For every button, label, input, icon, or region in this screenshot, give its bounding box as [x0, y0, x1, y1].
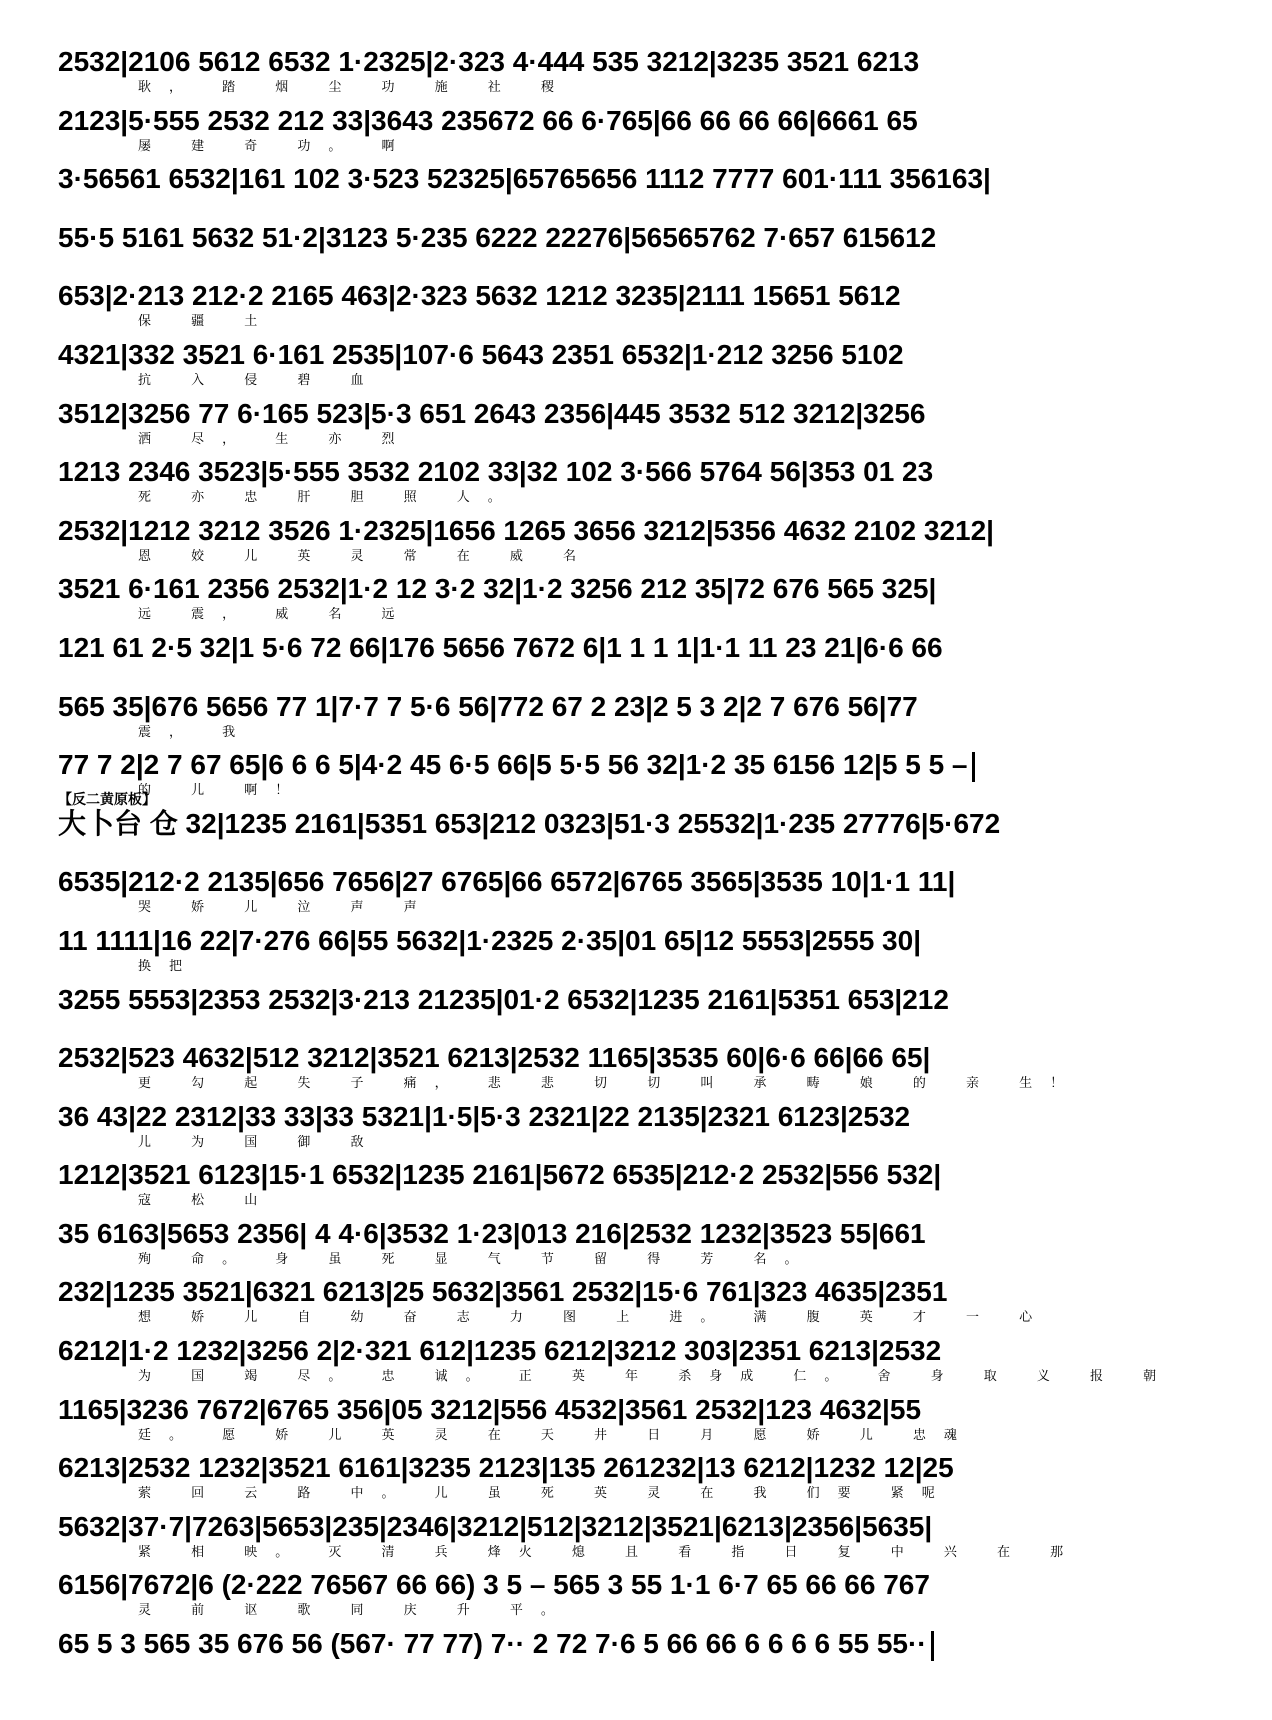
- lyrics-line: 屡 建 奇 功。 啊: [138, 138, 413, 154]
- lyrics-line: 远 震， 威 名 远: [138, 607, 413, 623]
- notation-line: 6535|212·2 2135|656 7656|27 6765|66 6572|6765 3565|3535 10|1·1 11|: [58, 866, 956, 898]
- score-row: [58, 632, 1216, 691]
- lyrics-line: 震， 我: [138, 724, 254, 740]
- score-row: [58, 749, 1216, 808]
- score-row: [58, 573, 1216, 632]
- lyrics-line: [58, 1018, 1216, 1036]
- lyrics-line: 紧 相 映。 灭 清 兵 烽火 熄 且 看 指 日 复 中 兴 在 那: [138, 1544, 1082, 1560]
- final-barline: [972, 752, 975, 782]
- lyrics-line: [58, 1662, 1216, 1680]
- notation-line: 55·5 5161 5632 51·2|3123 5·235 6222 22276|56565762 7·657 615612: [58, 221, 937, 253]
- lyrics-line: 恩 姣 儿 英 灵 常 在 威 名: [138, 548, 595, 564]
- score-row: [58, 456, 1216, 515]
- score-row: [58, 1042, 1216, 1101]
- score-row: [58, 1569, 1216, 1628]
- score-row: [58, 1335, 1216, 1394]
- lyrics-line: 廷。 愿 娇 儿 英 灵 在 天 井 日 月 愿 娇 儿 忠魂: [138, 1427, 975, 1443]
- notation-line: 121 61 2·5 32|1 5·6 72 66|176 5656 7672 6|1 1 1 1|1·1 11 23 21|6·6 66: [58, 631, 943, 663]
- score-row: [58, 1159, 1216, 1218]
- score-row: [58, 1394, 1216, 1453]
- score-row: [58, 398, 1216, 457]
- lyrics-line: 哭 娇 儿 泣 声 声: [138, 900, 435, 916]
- score-row: [58, 1276, 1216, 1335]
- notation-line: 3·56561 6532|161 102 3·523 52325|65765656 1112 7777 601·111 356163|: [58, 163, 991, 195]
- jianpu-score: [58, 46, 1216, 1687]
- score-row: [58, 105, 1216, 164]
- lyrics-line: [58, 197, 1216, 215]
- notation-line: 35 6163|5653 2356| 4 4·6|3532 1·23|013 216|2532 1232|3523 55|661: [58, 1217, 926, 1249]
- score-row: [58, 222, 1216, 281]
- notation-line: 65 5 3 565 35 676 56 (567· 77 77) 7·· 2 72 7·6 5 66 66 6 6 6 6 55 55··: [58, 1628, 1216, 1662]
- notation-line: 3512|3256 77 6·165 523|5·3 651 2643 2356|445 3532 512 3212|3256: [58, 397, 926, 429]
- notation-line: 36 43|22 2312|33 33|33 5321|1·5|5·3 2321|22 2135|2321 6123|2532: [58, 1100, 911, 1132]
- section-label: 【反二黄原板】: [58, 791, 156, 808]
- lyrics-line: 为 国 竭 尽。 忠 诚。 正 英 年 杀身成 仁。 舍 身 取 义 报 朝: [138, 1369, 1175, 1385]
- notation-line: 232|1235 3521|6321 6213|25 5632|3561 2532|15·6 761|323 4635|2351: [58, 1276, 948, 1308]
- notation-line: 6156|7672|6 (2·222 76567 66 66) 3 5 – 565 3 55 1·1 6·7 65 66 66 767: [58, 1569, 930, 1601]
- lyrics-line: 萦 回 云 路 中。 儿 虽 死 英 灵 在 我 们要 紧呢: [138, 1486, 953, 1502]
- score-row: [58, 163, 1216, 222]
- lyrics-line: 殉 命。 身 虽 死 显 气 节 留 得 芳 名。: [138, 1251, 816, 1267]
- notation-line: 2123|5·555 2532 212 33|3643 235672 66 6·765|66 66 66 66|6661 65: [58, 104, 918, 136]
- notation-line: 2532|2106 5612 6532 1·2325|2·323 4·444 535 3212|3235 3521 6213: [58, 46, 920, 77]
- notation-line: 6212|1·2 1232|3256 2|2·321 612|1235 6212|3212 303|2351 6213|2532: [58, 1335, 942, 1367]
- notation-line: 大卜台 仓 32|1235 2161|5351 653|212 0323|51·3 25532|1·235 27776|5·672: [58, 807, 1001, 839]
- score-row: [58, 46, 1216, 105]
- notation-line: 5632|37·7|7263|5653|235|2346|3212|512|3212|3521|6213|2356|5635|: [58, 1510, 933, 1542]
- notation-line: 565 35|676 5656 77 1|7·7 7 5·6 56|772 67 2 23|2 5 3 2|2 7 676 56|77: [58, 690, 918, 722]
- score-row: [58, 280, 1216, 339]
- score-row: [58, 339, 1216, 398]
- lyrics-line: [58, 666, 1216, 684]
- lyrics-line: 更 勾 起 失 子 痛， 悲 悲 切 切 叫 承 畴 娘 的 亲 生！: [138, 1076, 1082, 1092]
- lyrics-line: 洒 尽， 生 亦 烈: [138, 431, 413, 447]
- score-row: [58, 866, 1216, 925]
- lyrics-line: 的 儿 啊！: [138, 783, 307, 799]
- score-row: [58, 515, 1216, 574]
- score-row: [58, 984, 1216, 1043]
- notation-line: 1213 2346 3523|5·555 3532 2102 33|32 102 3·566 5764 56|353 01 23: [58, 456, 934, 488]
- notation-line: 2532|523 4632|512 3212|3521 6213|2532 1165|3535 60|6·6 66|66 65|: [58, 1042, 931, 1074]
- notation-line: 3255 5553|2353 2532|3·213 21235|01·2 6532|1235 2161|5351 653|212: [58, 983, 949, 1015]
- lyrics-line: 死 亦 忠 肝 胆 照 人。: [138, 490, 519, 506]
- lyrics-line: 灵 前 讴 歌 同 庆 升 平。: [138, 1603, 572, 1619]
- score-row: [58, 1511, 1216, 1570]
- lyrics-line: [58, 842, 1216, 860]
- lyrics-line: 保 疆 土: [138, 314, 276, 330]
- lyrics-line: 儿 为 国 御 敌: [138, 1134, 382, 1150]
- notation-line: 11 1111|16 22|7·276 66|55 5632|1·2325 2·35|01 65|12 5553|2555 30|: [58, 924, 922, 956]
- notation-line: 6213|2532 1232|3521 6161|3235 2123|135 261232|13 6212|1232 12|25: [58, 1452, 954, 1484]
- notation-line: 77 7 2|2 7 67 65|6 6 6 5|4·2 45 6·5 66|5 5·5 56 32|1·2 35 6156 12|5 5 5 –: [58, 749, 1216, 783]
- lyrics-line: [58, 256, 1216, 274]
- lyrics-line: 想 娇 儿 自 幼 奋 志 力 图 上 进。 满 腹 英 才 一 心: [138, 1310, 1051, 1326]
- score-row: [58, 1628, 1216, 1687]
- notation-line: 2532|1212 3212 3526 1·2325|1656 1265 3656 3212|5356 4632 2102 3212|: [58, 514, 995, 546]
- notation-line: 1165|3236 7672|6765 356|05 3212|556 4532|3561 2532|123 4632|55: [58, 1393, 922, 1425]
- score-row: [58, 1218, 1216, 1277]
- score-row: [58, 925, 1216, 984]
- notation-line: 653|2·213 212·2 2165 463|2·323 5632 1212 3235|2111 15651 5612: [58, 280, 901, 312]
- score-row: [58, 691, 1216, 750]
- lyrics-line: 换把: [138, 958, 201, 974]
- lyrics-line: 抗 入 侵 碧 血: [138, 372, 382, 388]
- final-barline: [931, 1631, 934, 1661]
- notation-line: 4321|332 3521 6·161 2535|107·6 5643 2351 6532|1·212 3256 5102: [58, 338, 904, 370]
- lyrics-line: 寇 松 山: [138, 1193, 276, 1209]
- notation-line: 1212|3521 6123|15·1 6532|1235 2161|5672 6535|212·2 2532|556 532|: [58, 1159, 942, 1191]
- score-row: [58, 1452, 1216, 1511]
- score-row: [58, 1101, 1216, 1160]
- lyrics-line: 耿， 踏 烟 尘 功 施 社 稷: [138, 80, 572, 95]
- notation-line: 3521 6·161 2356 2532|1·2 12 3·2 32|1·2 3256 212 35|72 676 565 325|: [58, 573, 937, 605]
